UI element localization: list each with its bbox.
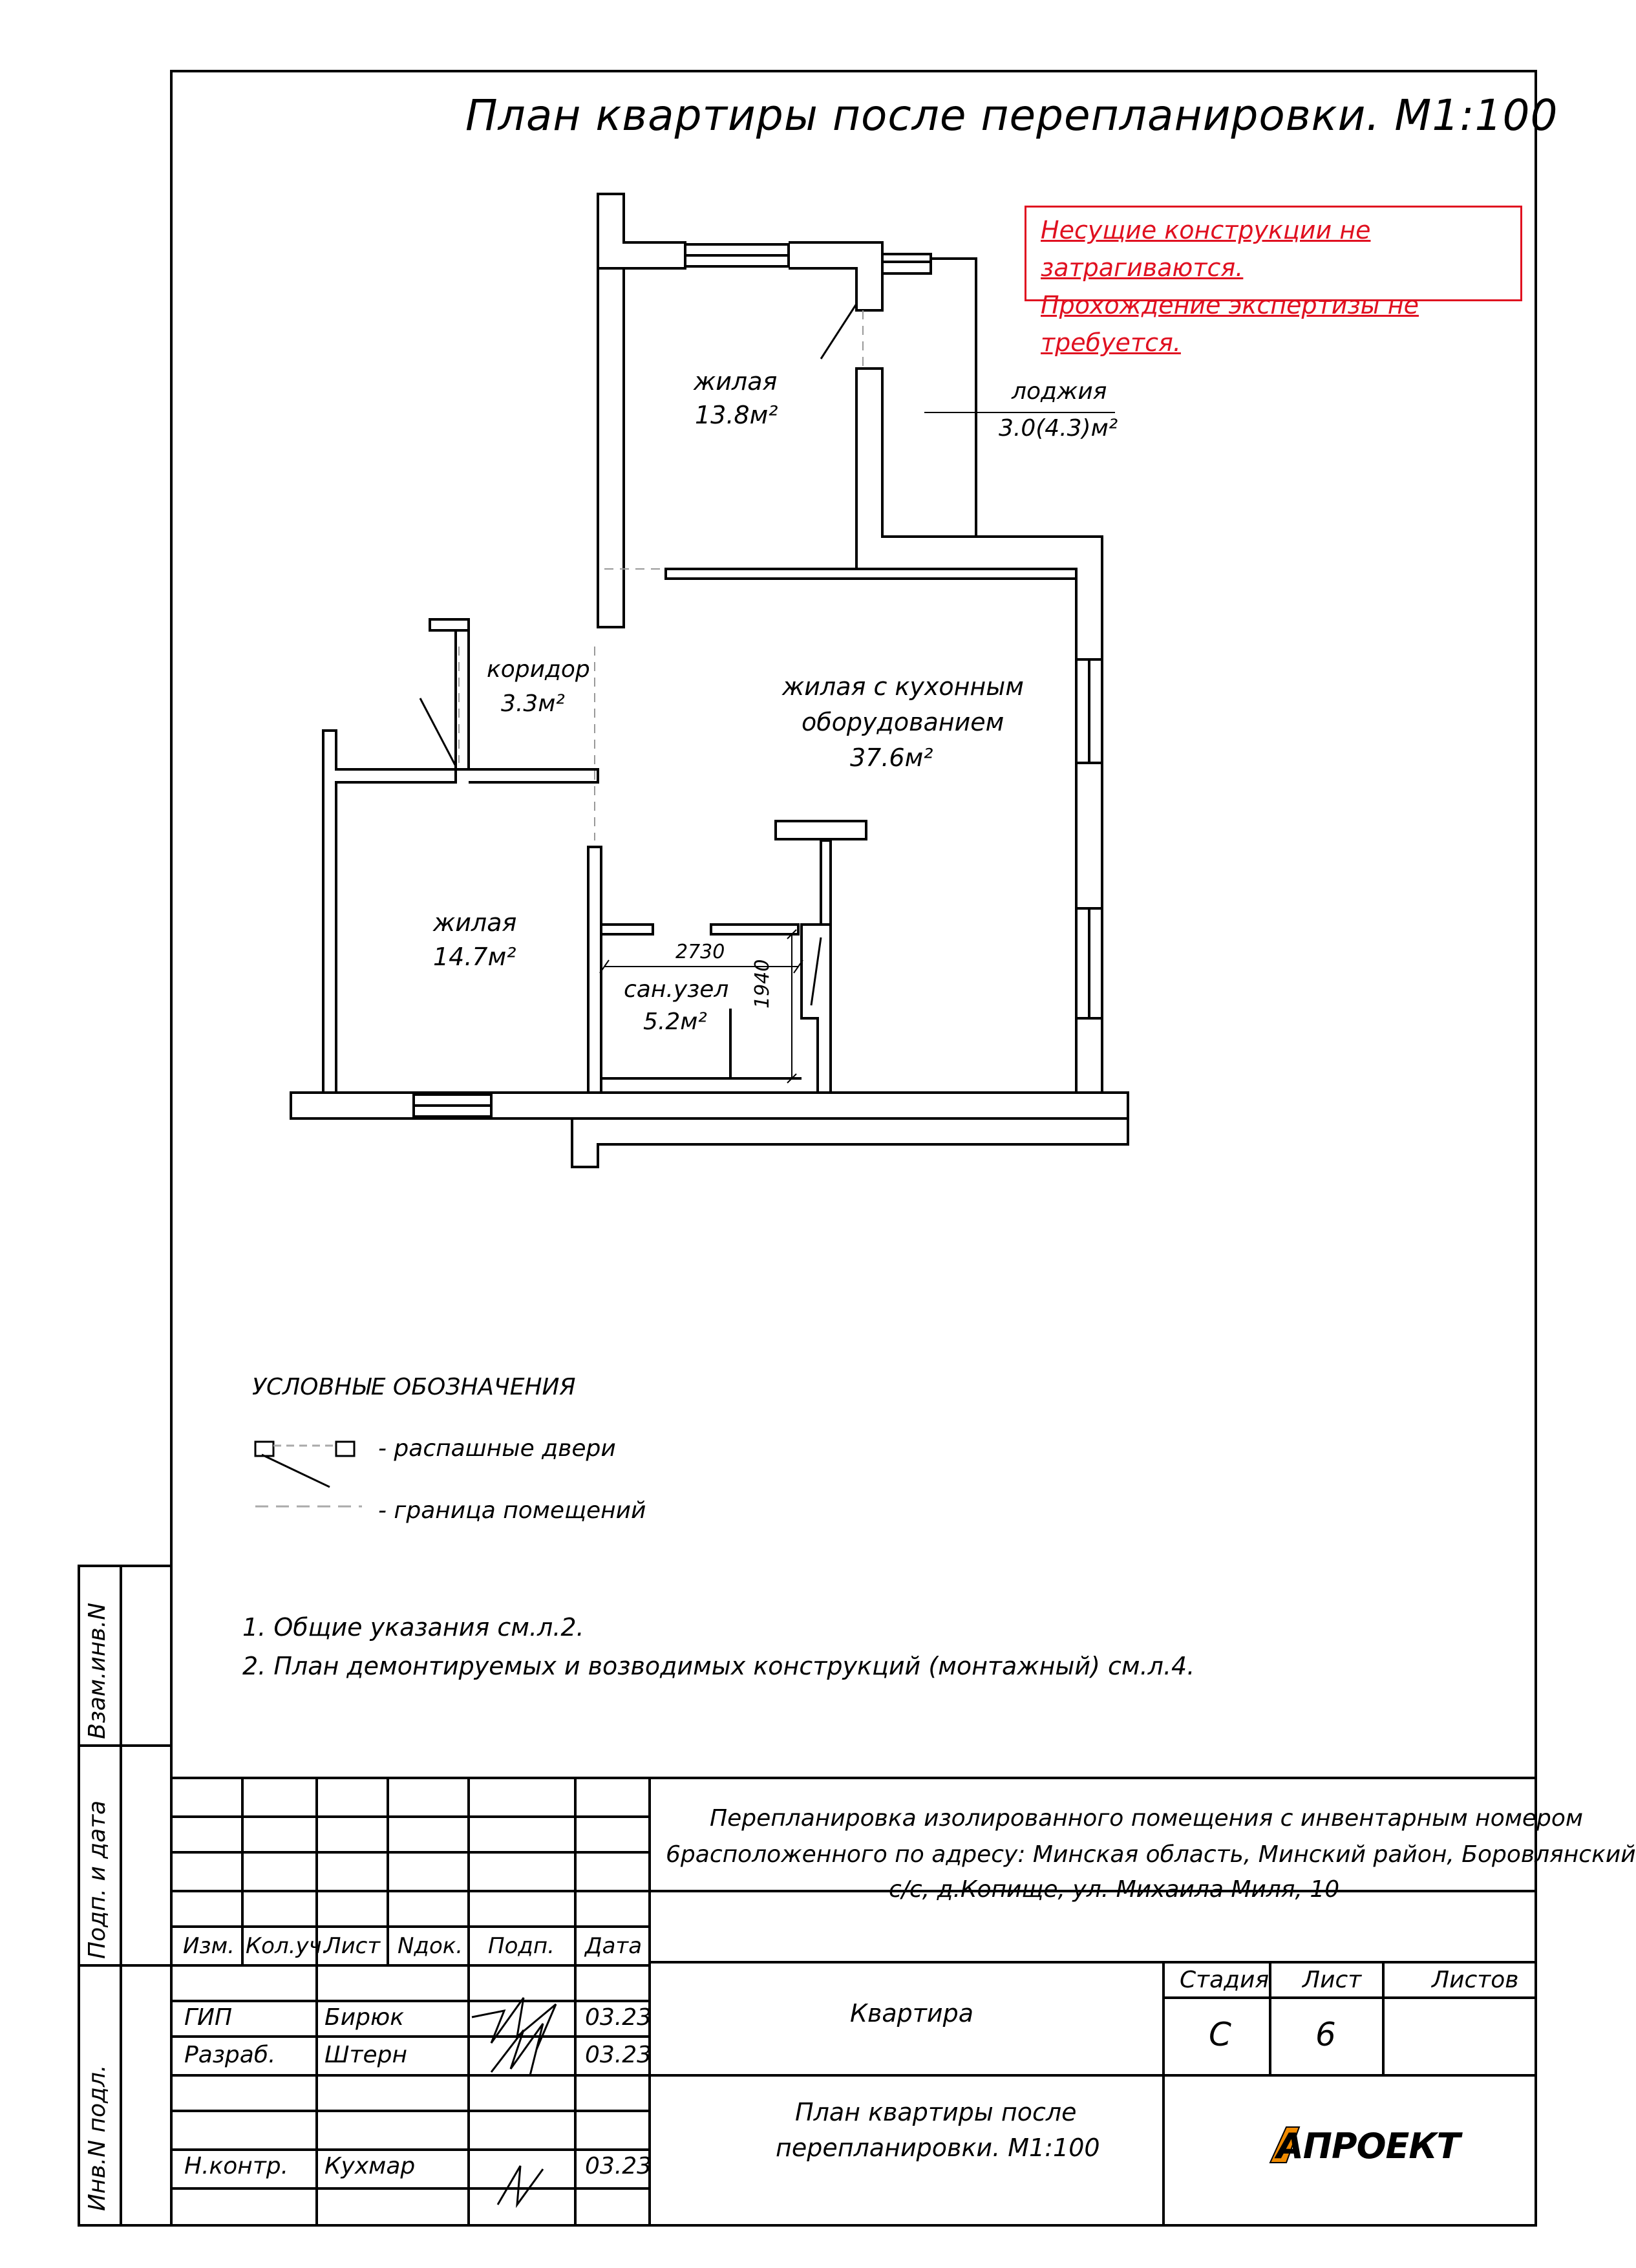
tb-name-control: Кухмар (324, 2153, 416, 2179)
room-corridor-name: коридор (487, 656, 590, 683)
note-1: 1. Общие указания см.л.2. (242, 1613, 584, 1642)
stamp-original-inv: Инв.N подл. (84, 2064, 111, 2211)
room-loggia-area: 3.0(4.3)м² (999, 415, 1118, 442)
tb-project-line-2: 6расположенного по адресу: Минская область, Минский район, Боровлянский (666, 1841, 1636, 1868)
room-bath-area: 5.2м² (643, 1009, 707, 1035)
wall-bath-top-left (601, 925, 653, 934)
notice-line-2: Прохождение экспертизы не требуется. (1041, 291, 1419, 357)
tb-name-gip: Бирюк (324, 2004, 404, 2031)
legend-boundary-label: - граница помещений (378, 1497, 646, 1524)
wall-kitchen-top (666, 569, 1076, 579)
wall-top-right (789, 242, 882, 310)
logo: АПРОЕКТ (1277, 2126, 1460, 2166)
tb-sheets-label: Листов (1432, 1967, 1519, 1993)
wall-loggia-outer (931, 259, 976, 537)
wall-bar-stand (821, 840, 831, 925)
room-boundaries (459, 310, 863, 840)
tb-date-control: 03.23 (585, 2153, 652, 2179)
wall-bath-top-right (711, 925, 798, 934)
room-kitchen-name-2: оборудованием (802, 708, 1004, 736)
legend-door-symbol (255, 1442, 354, 1487)
legend-boundary-clip (378, 1487, 646, 1524)
legend-title: УСЛОВНЫЕ ОБОЗНАЧЕНИЯ (252, 1374, 576, 1400)
door-swings (420, 304, 856, 1005)
signatures (472, 1998, 556, 2205)
tb-header-doc: Nдок. (398, 1933, 463, 1959)
tb-role-dev: Разраб. (184, 2042, 276, 2068)
wall-corridor-left (456, 630, 469, 769)
room-bath-name: сан.узел (624, 976, 729, 1003)
room-kitchen-name-1: жилая с кухонным (782, 672, 1024, 701)
window-loggia (882, 254, 931, 273)
room-living2-area: 14.7м² (433, 943, 516, 971)
tb-header-sign: Подп. (488, 1933, 555, 1959)
tb-header-sheet: Лист (324, 1933, 381, 1959)
tb-header-date: Дата (585, 1933, 643, 1959)
page-title: План квартиры после перепланировки. М1:100 (465, 91, 1558, 140)
tb-object: Квартира (850, 1999, 974, 2027)
tb-date-gip: 03.23 (585, 2004, 652, 2031)
tb-project-line-3: с/с, д.Копище, ул. Михаила Миля, 10 (889, 1876, 1340, 1903)
notice-line-1: Несущие конструкции не затрагиваются. (1041, 216, 1371, 282)
tb-role-gip: ГИП (184, 2004, 233, 2031)
tb-name-dev: Штерн (324, 2042, 408, 2068)
wall-center-lower (588, 847, 601, 1093)
room-living2-name: жилая (433, 908, 517, 937)
room-corridor-area: 3.3м² (501, 690, 565, 717)
bar-counter (776, 821, 866, 839)
tb-sheet-label: Лист (1302, 1967, 1362, 1993)
tb-stage-label: Стадия (1180, 1967, 1269, 1993)
tb-date-dev: 03.23 (585, 2042, 652, 2068)
note-2: 2. План демонтируемых и возводимых конструкций (монтажный) см.л.4. (242, 1652, 1195, 1680)
tb-stage: С (1209, 2016, 1231, 2053)
tb-role-control: Н.контр. (184, 2153, 289, 2179)
tb-header-change: Изм. (183, 1933, 235, 1959)
stamp-sign-date: Подп. и дата (84, 1800, 111, 1959)
tb-project-line-1: Перепланировка изолированного помещения с инвентарным номером (710, 1805, 1584, 1832)
tb-sheet: 6 (1315, 2016, 1336, 2053)
wall-top-left (598, 194, 685, 268)
tb-drawing-name-1: План квартиры после (795, 2098, 1077, 2126)
tb-header-count: Кол.уч. (246, 1933, 329, 1959)
wall-corridor-top (430, 619, 469, 630)
room-kitchen-area: 37.6м² (850, 744, 933, 772)
wall-bottom (291, 1093, 1128, 1167)
wall-corridor-bottom (469, 769, 598, 782)
room-living1-area: 13.8м² (695, 401, 778, 429)
dimension-height: 1940 (751, 959, 774, 1009)
room-loggia-name: лоджия (1012, 378, 1107, 405)
room-living1-name: жилая (694, 367, 778, 396)
legend-doors-label: - распашные двери (378, 1435, 616, 1462)
tb-drawing-name-2: перепланировки. М1:100 (776, 2134, 1100, 2162)
dimension-width: 2730 (675, 941, 725, 963)
stamp-replaced-inv: Взам.инв.N (84, 1602, 111, 1739)
wall-bath-right (802, 925, 831, 1093)
